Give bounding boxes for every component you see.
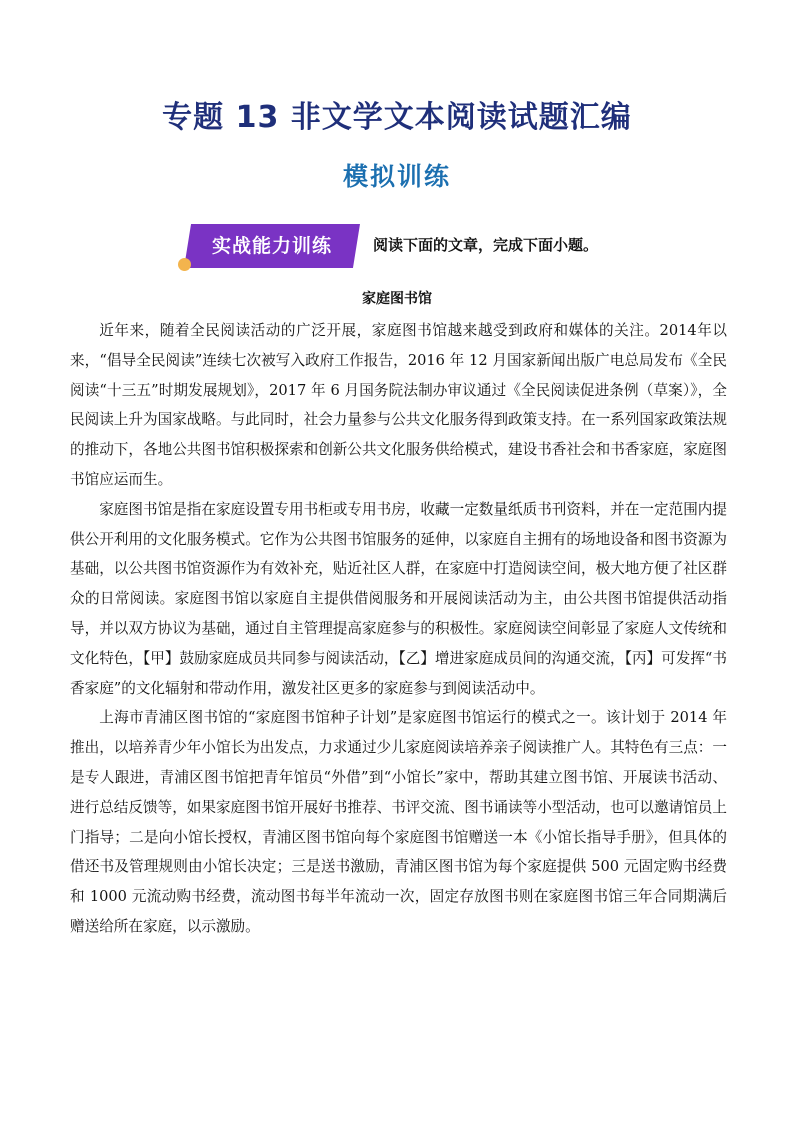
instruction-text: 阅读下面的文章，完成下面小题。 [373, 236, 599, 254]
paragraph: 近年来，随着全民阅读活动的广泛开展，家庭图书馆越来越受到政府和媒体的关注。2014年以来，“倡导全民阅读”连续七次被写入政府工作报告，2016 年 12 月国家新闻出版广电总局发布《全民阅读“十三五”时期发展规划》，2017 年 6 月国务院法制办审议通过《全民阅读促进条例（草案）》，全民阅读上升为国家战略。与此同时，社会力量参与公共文化服务得到政策支持。在一系列国家政策法规的推动下，各地公共图书馆积极探索和创新公共文化服务供给模式，建设书香社会和书香家庭，家庭图书馆应运而生。 [70, 322, 727, 488]
page-title: 专题 13 非文学文本阅读试题汇编 [162, 100, 632, 135]
article-title: 家庭图书馆 [362, 291, 432, 307]
paragraph: 上海市青浦区图书馆的“家庭图书馆种子计划”是家庭图书馆运行的模式之一。该计划于 2014 年推出，以培养青少年小馆长为出发点，力求通过少儿家庭阅读培养亲子阅读推广人。其特色有三点：一是专人跟进，青浦区图书馆把青年馆员“外借”到“小馆长”家中，帮助其建立图书馆、开展读书活动、进行总结反馈等，如果家庭图书馆开展好书推荐、书评交流、图书诵读等小型活动，也可以邀请馆员上门指导；二是向小馆长授权，青浦区图书馆向每个家庭图书馆赠送一本《小馆长指导手册》，但具体的借还书及管理规则由小馆长决定；三是送书激励，青浦区图书馆为每个家庭提供 500 元固定购书经费和 1000 元流动购书经费，流动图书每半年流动一次，固定存放图书则在家庭图书馆三年合同期满后赠送给所在家庭，以示激励。 [70, 709, 727, 935]
banner-dot-icon [178, 258, 191, 271]
banner-label: 实战能力训练 [211, 235, 332, 257]
article-body [70, 316, 727, 942]
paragraph: 家庭图书馆是指在家庭设置专用书柜或专用书房，收藏一定数量纸质书刊资料，并在一定范围内提供公开利用的文化服务模式。它作为公共图书馆服务的延伸，以家庭自主拥有的场地设备和图书资源为基础，以公共图书馆资源作为有效补充，贴近社区人群，在家庭中打造阅读空间，极大地方便了社区群众的日常阅读。家庭图书馆以家庭自主提供借阅服务和开展阅读活动为主，由公共图书馆提供活动指导，并以双方协议为基础，通过自主管理提高家庭参与的积极性。家庭阅读空间彰显了家庭人文传统和文化特色，【甲】鼓励家庭成员共同参与阅读活动，【乙】增进家庭成员间的沟通交流，【丙】可发挥“书香家庭”的文化辐射和带动作用，激发社区更多的家庭参与到阅读活动中。 [70, 500, 727, 697]
page-subtitle: 模拟训练 [342, 162, 451, 191]
section-banner [184, 224, 360, 268]
